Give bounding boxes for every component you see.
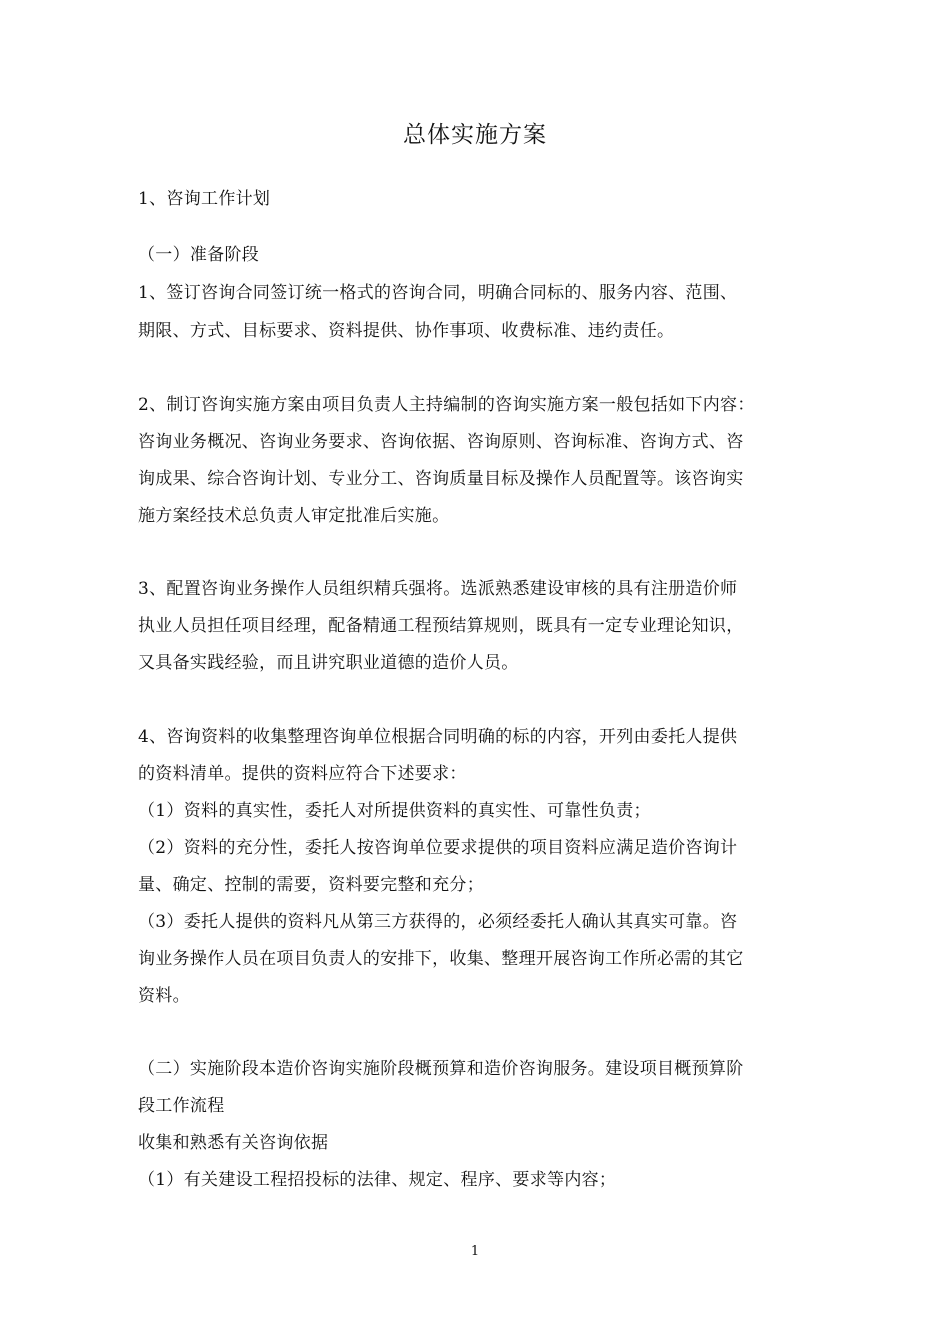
paragraph-line: 3、配置咨询业务操作人员组织精兵强将。选派熟悉建设审核的具有注册造价师 bbox=[138, 579, 738, 599]
document-title: 总体实施方案 bbox=[403, 122, 547, 148]
paragraph-line: 期限、方式、目标要求、资料提供、协作事项、收费标准、违约责任。 bbox=[138, 321, 675, 341]
list-item-continuation: 量、确定、控制的需要，资料要完整和充分； bbox=[138, 875, 484, 895]
section-heading: 1、咨询工作计划 bbox=[138, 189, 271, 209]
paragraph-line: 1、签订咨询合同签订统一格式的咨询合同，明确合同标的、服务内容、范围、 bbox=[138, 283, 738, 303]
paragraph-line: 的资料清单。提供的资料应符合下述要求： bbox=[138, 764, 467, 784]
paragraph-line: 咨询业务概况、咨询业务要求、咨询依据、咨询原则、咨询标准、咨询方式、咨 bbox=[138, 432, 744, 452]
list-item-continuation: 资料。 bbox=[138, 986, 190, 1006]
list-item: （1）有关建设工程招投标的法律、规定、程序、要求等内容； bbox=[138, 1170, 617, 1190]
paragraph-line: 2、制订咨询实施方案由项目负责人主持编制的咨询实施方案一般包括如下内容： bbox=[138, 395, 755, 415]
page-number: 1 bbox=[470, 1244, 480, 1259]
subsection-heading: （二）实施阶段本造价咨询实施阶段概预算和造价咨询服务。建设项目概预算阶 bbox=[138, 1059, 744, 1079]
paragraph-line: 执业人员担任项目经理，配备精通工程预结算规则，既具有一定专业理论知识， bbox=[138, 616, 744, 636]
list-item: （2）资料的充分性，委托人按咨询单位要求提供的项目资料应满足造价咨询计 bbox=[138, 838, 738, 858]
list-item: （3）委托人提供的资料凡从第三方获得的，必须经委托人确认其真实可靠。咨 bbox=[138, 912, 738, 932]
list-item-continuation: 询业务操作人员在项目负责人的安排下，收集、整理开展咨询工作所必需的其它 bbox=[138, 949, 744, 969]
paragraph-line: 4、咨询资料的收集整理咨询单位根据合同明确的标的内容，开列由委托人提供 bbox=[138, 727, 738, 747]
list-item: （1）资料的真实性，委托人对所提供资料的真实性、可靠性负责； bbox=[138, 801, 651, 821]
paragraph-line: 段工作流程 bbox=[138, 1096, 225, 1116]
paragraph-line: 收集和熟悉有关咨询依据 bbox=[138, 1133, 329, 1153]
paragraph-line: 又具备实践经验，而且讲究职业道德的造价人员。 bbox=[138, 653, 519, 673]
paragraph-line: 施方案经技术总负责人审定批准后实施。 bbox=[138, 506, 450, 526]
subsection-heading: （一）准备阶段 bbox=[138, 245, 260, 265]
paragraph-line: 询成果、综合咨询计划、专业分工、咨询质量目标及操作人员配置等。该咨询实 bbox=[138, 469, 744, 489]
